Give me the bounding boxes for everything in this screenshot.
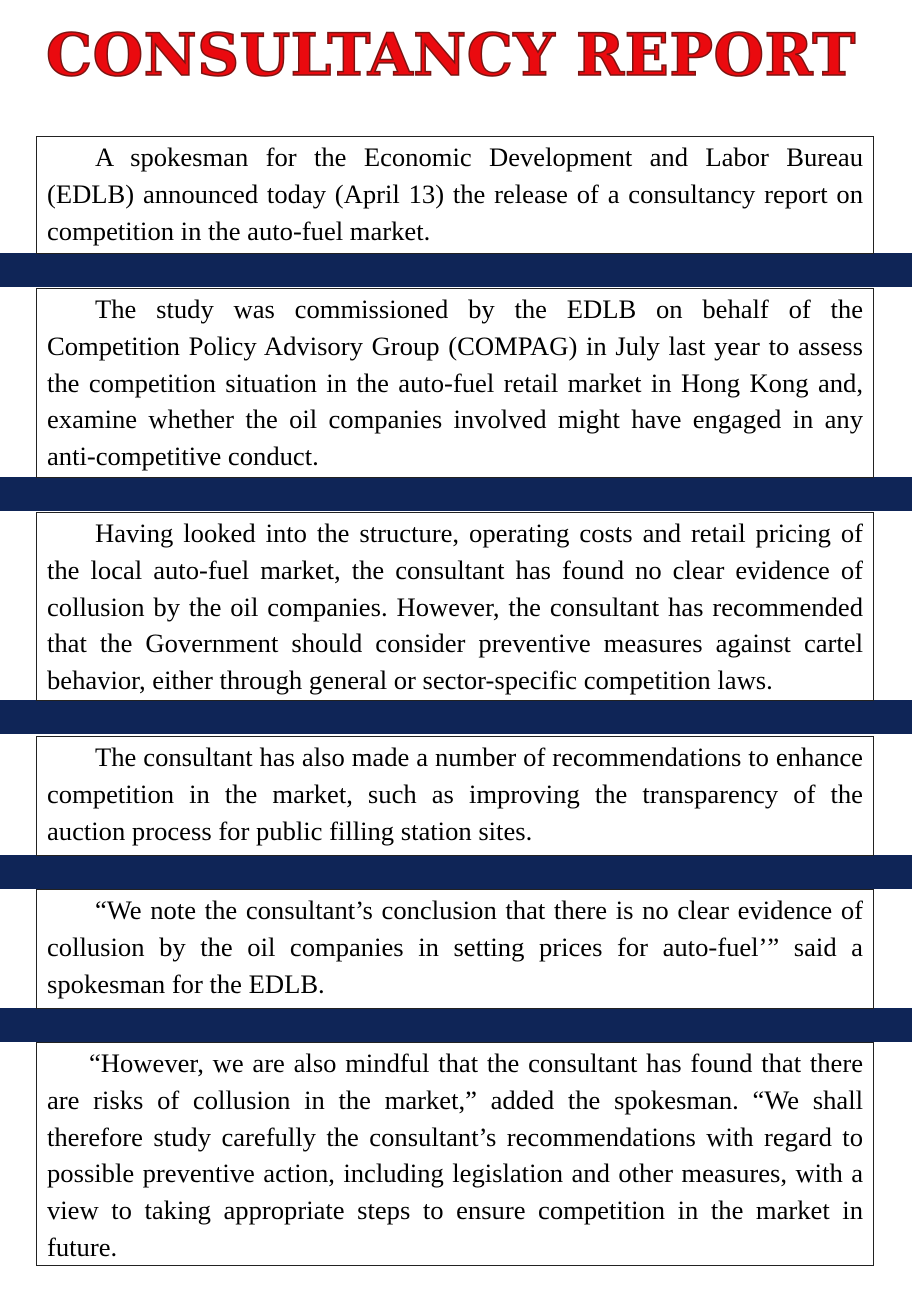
paragraph-text: The study was commissioned by the EDLB on behalf of the Competition Policy Advisory Group (COMPAG) in July last year to assess the competition situation in the auto-fuel retail market in Hong Kong and, examine whether the oil companies involved might have engaged in any anti-competitive conduct. [47,294,863,472]
paragraph-box-4 [36,736,874,856]
paragraph-text: “We note the consultant’s conclusion that there is no clear evidence of collusion by the oil companies in setting prices for auto-fuel’” said a spokesman for the EDLB. [47,895,863,999]
paragraph-box-3 [36,512,874,701]
paragraph-box-6 [36,1042,874,1266]
paragraph-box-1 [36,136,874,254]
divider-band [0,1008,912,1042]
paragraph-box-2 [36,288,874,478]
divider-band [0,855,912,889]
paragraph-text: Having looked into the structure, operating costs and retail pricing of the local auto-fuel market, the consultant has found no clear evidence of collusion by the oil companies. However, the consultant has recommended that the Government should consider preventive measures against cartel behavior, either through general or sector-specific competition laws. [47,518,863,696]
divider-band [0,477,912,511]
divider-band [0,253,912,287]
paragraph-text: “However, we are also mindful that the consultant has found that there are risks of collusion in the market,” added the spokesman. “We shall therefore study carefully the consultant’s recommendations with regard to possible preventive action, including legislation and other measures, with a view to taking appropriate steps to ensure competition in the market in future. [47,1048,863,1262]
page-title: CONSULTANCY REPORT [46,21,856,89]
paragraph-box-5 [36,889,874,1009]
paragraph-text: A spokesman for the Economic Development and Labor Bureau (EDLB) announced today (April 13) the release of a consultancy report on competition in the auto-fuel market. [47,142,863,246]
paragraph-text: The consultant has also made a number of recommendations to enhance competition in the market, such as improving the transparency of the auction process for public filling station sites. [47,742,863,846]
divider-band [0,700,912,734]
